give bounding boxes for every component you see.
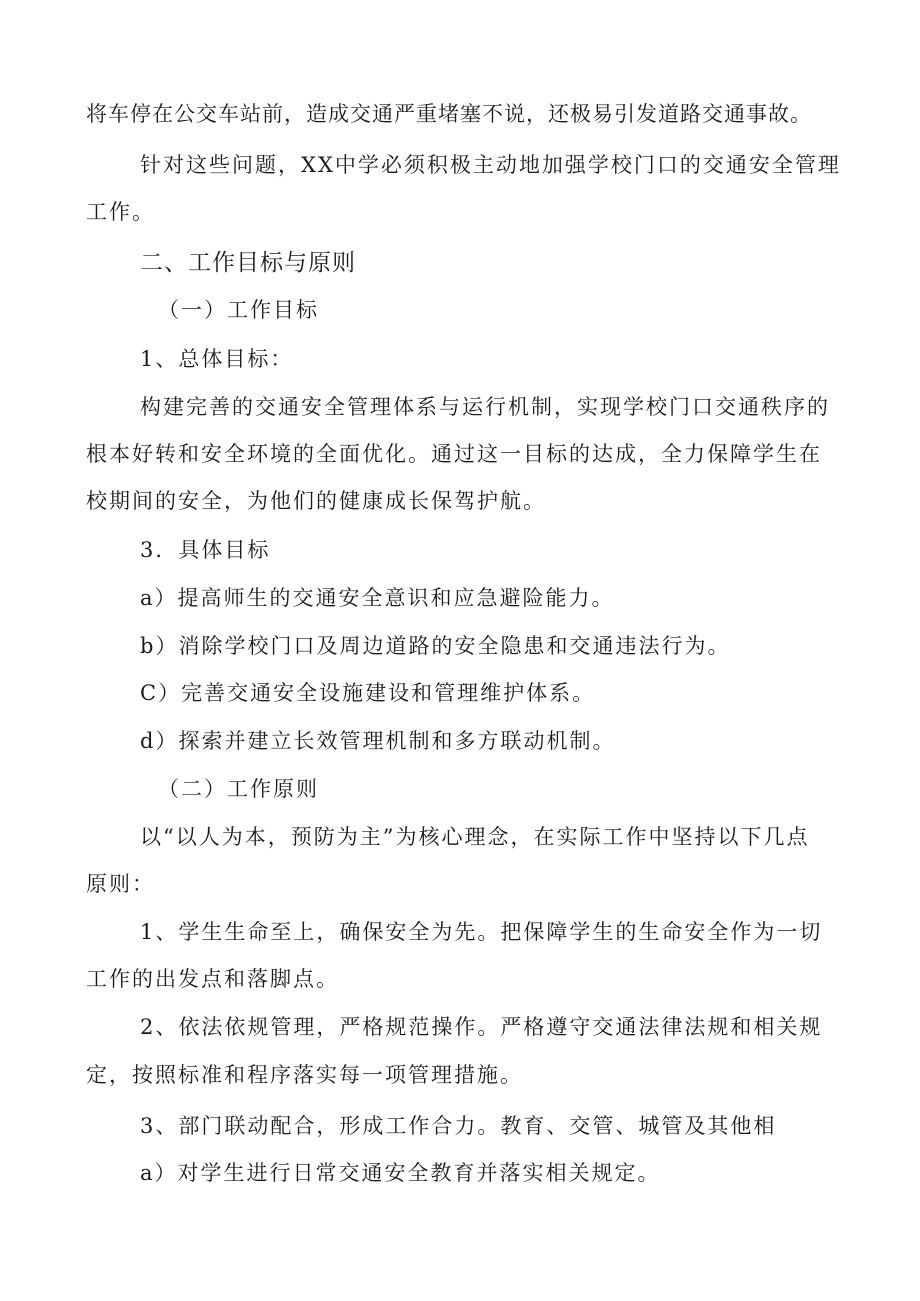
list-item: b）消除学校门口及周边道路的安全隐患和交通违法行为。: [140, 634, 731, 658]
paragraph-line: 根本好转和安全环境的全面优化。通过这一目标的达成，全力保障学生在: [86, 442, 822, 466]
subsection-heading: （一）工作目标: [158, 298, 319, 322]
paragraph-line: 将车停在公交车站前，造成交通严重堵塞不说，还极易引发道路交通事故。: [86, 102, 812, 126]
paragraph-line: 1、总体目标：: [140, 347, 294, 371]
list-item: C）完善交通安全设施建设和管理维护体系。: [140, 681, 596, 705]
section-heading: 二、工作目标与原则: [140, 250, 356, 276]
paragraph-line: 定，按照标准和程序落实每一项管理措施。: [86, 1063, 523, 1087]
paragraph-line: 3．具体目标: [140, 538, 271, 562]
paragraph-line: 工作。: [86, 200, 155, 224]
paragraph-line: 构建完善的交通安全管理体系与运行机制，实现学校门口交通秩序的: [140, 395, 830, 419]
paragraph-line: 工作的出发点和落脚点。: [86, 967, 339, 991]
list-item: d）探索并建立长效管理机制和多方联动机制。: [140, 729, 616, 753]
paragraph-line: 2、依法依规管理，严格规范操作。严格遵守交通法律法规和相关规: [140, 1015, 823, 1039]
list-item: a）对学生进行日常交通安全教育并落实相关规定。: [140, 1161, 661, 1185]
paragraph-line: 针对这些问题，XX中学必须积极主动地加强学校门口的交通安全管理: [140, 153, 841, 177]
paragraph-line: 校期间的安全，为他们的健康成长保驾护航。: [86, 489, 546, 513]
paragraph-line: 以“以人为本，预防为主”为核心理念，在实际工作中坚持以下几点: [140, 825, 810, 849]
paragraph-line: 3、部门联动配合，形成工作合力。教育、交管、城管及其他相: [140, 1114, 777, 1138]
subsection-heading: （二）工作原则: [158, 777, 319, 801]
paragraph-line: 原则：: [86, 872, 155, 896]
list-item: a）提高师生的交通安全意识和应急避险能力。: [140, 586, 615, 610]
paragraph-line: 1、学生生命至上，确保安全为先。把保障学生的生命安全作为一切: [140, 920, 823, 944]
